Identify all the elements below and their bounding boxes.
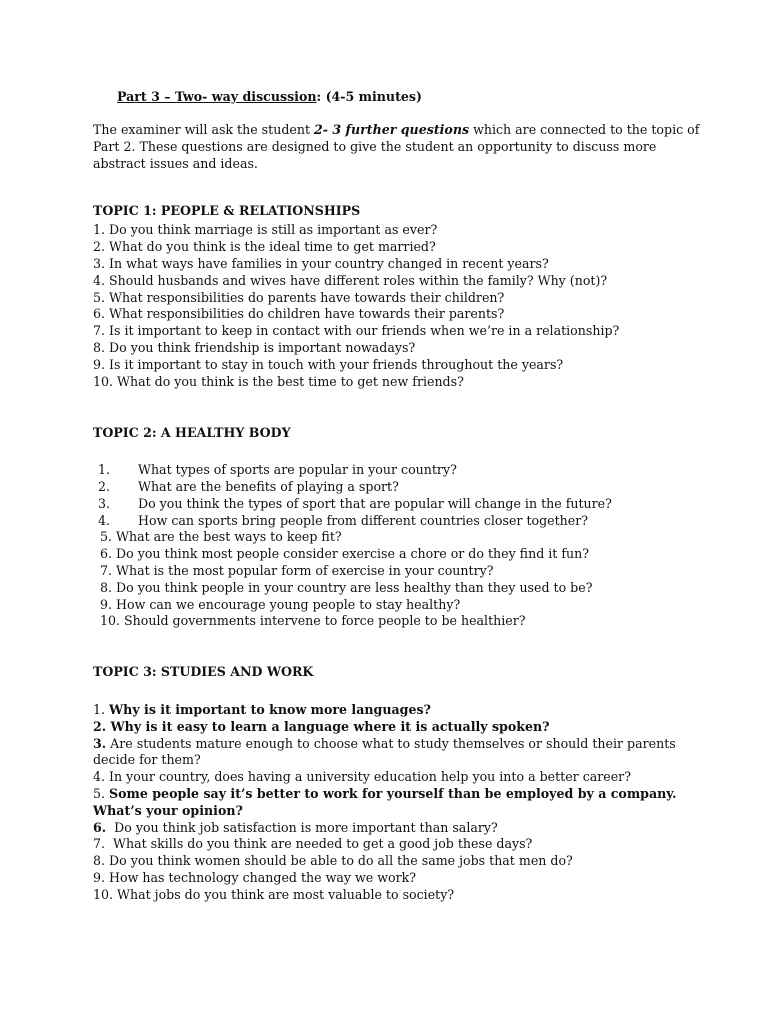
- question-number: 3.: [98, 496, 111, 511]
- question-number: 3.: [93, 736, 107, 751]
- topic2-question: 5. What are the best ways to keep fit?: [100, 529, 342, 544]
- topic2-question: 7. What is the most popular form of exercise in your country?: [100, 563, 494, 578]
- intro-text-2: which are connected to the topic of: [469, 122, 700, 137]
- topic3-question: [93, 736, 676, 753]
- question-text: Do you think the types of sport that are popular will change in the future?: [138, 496, 612, 511]
- topic3-question-continued: What’s your opinion?: [93, 803, 243, 818]
- topic2-question: [98, 462, 457, 479]
- intro-line-3: abstract issues and ideas.: [93, 156, 258, 171]
- part-title: Part 3 – Two- way discussion: [117, 89, 317, 104]
- topic3-question: 9. How has technology changed the way we work?: [93, 870, 417, 885]
- topic2-question: [98, 496, 612, 513]
- topic2-question: [98, 513, 588, 530]
- question-number: 5.: [93, 786, 110, 801]
- topic1-question: 8. Do you think friendship is important nowadays?: [93, 340, 416, 355]
- topic2-question: 9. How can we encourage young people to stay healthy?: [100, 597, 461, 612]
- topic1-question: 2. What do you think is the ideal time to get married?: [93, 239, 436, 254]
- topic2-question: 6. Do you think most people consider exercise a chore or do they find it fun?: [100, 546, 589, 561]
- topic3-heading: TOPIC 3: STUDIES AND WORK: [93, 664, 314, 679]
- topic3-question: 2. Why is it easy to learn a language where it is actually spoken?: [93, 719, 550, 734]
- topic1-question: 10. What do you think is the best time to get new friends?: [93, 374, 464, 389]
- intro-emphasis: 2- 3 further questions: [314, 122, 470, 137]
- topic3-question: 8. Do you think women should be able to do all the same jobs that men do?: [93, 853, 573, 868]
- topic3-question: [93, 702, 431, 719]
- question-text: What types of sports are popular in your country?: [138, 462, 457, 477]
- question-text: Some people say it’s better to work for yourself than be employed by a company.: [109, 786, 677, 801]
- topic3-question: [93, 820, 498, 837]
- part-colon: :: [316, 89, 322, 104]
- topic2-question: 10. Should governments intervene to force people to be healthier?: [100, 613, 526, 628]
- question-number: 1.: [98, 462, 111, 477]
- question-text: Are students mature enough to choose what to study themselves or should their parents: [106, 736, 676, 751]
- question-number: 4.: [98, 513, 111, 528]
- topic3-question: 4. In your country, does having a university education help you into a better career?: [93, 769, 631, 784]
- question-text: Do you think job satisfaction is more important than salary?: [106, 820, 498, 835]
- topic1-question: 9. Is it important to stay in touch with your friends throughout the years?: [93, 357, 564, 372]
- topic3-question-continued: decide for them?: [93, 752, 201, 767]
- topic3-question: 10. What jobs do you think are most valuable to society?: [93, 887, 455, 902]
- question-number: 1.: [93, 702, 110, 717]
- topic1-question: 7. Is it important to keep in contact with our friends when we’re in a relationship?: [93, 323, 620, 338]
- intro-line-2: Part 2. These questions are designed to give the student an opportunity to discuss more: [93, 139, 657, 154]
- question-number: 2.: [98, 479, 111, 494]
- topic3-question: [93, 786, 677, 803]
- topic1-question: 3. In what ways have families in your country changed in recent years?: [93, 256, 549, 271]
- topic2-question: 8. Do you think people in your country are less healthy than they used to be?: [100, 580, 593, 595]
- part-duration: (4-5 minutes): [321, 89, 422, 104]
- topic1-question: 1. Do you think marriage is still as important as ever?: [93, 222, 438, 237]
- topic3-question: 7. What skills do you think are needed to get a good job these days?: [93, 836, 533, 851]
- topic1-heading: TOPIC 1: PEOPLE & RELATIONSHIPS: [93, 203, 361, 218]
- topic2-question: [98, 479, 399, 496]
- topic1-question: 4. Should husbands and wives have different roles within the family? Why (not)?: [93, 273, 608, 288]
- question-number: 6.: [93, 820, 107, 835]
- question-text: Why is it important to know more languages?: [109, 702, 431, 717]
- topic2-heading: TOPIC 2: A HEALTHY BODY: [93, 425, 291, 440]
- part-heading: [117, 89, 422, 106]
- question-text: How can sports bring people from different countries closer together?: [138, 513, 588, 528]
- intro-line-1: [93, 122, 699, 139]
- question-text: What are the benefits of playing a sport?: [138, 479, 399, 494]
- topic1-question: 5. What responsibilities do parents have towards their children?: [93, 290, 505, 305]
- intro-text: The examiner will ask the student: [93, 122, 315, 137]
- topic1-question: 6. What responsibilities do children have towards their parents?: [93, 306, 505, 321]
